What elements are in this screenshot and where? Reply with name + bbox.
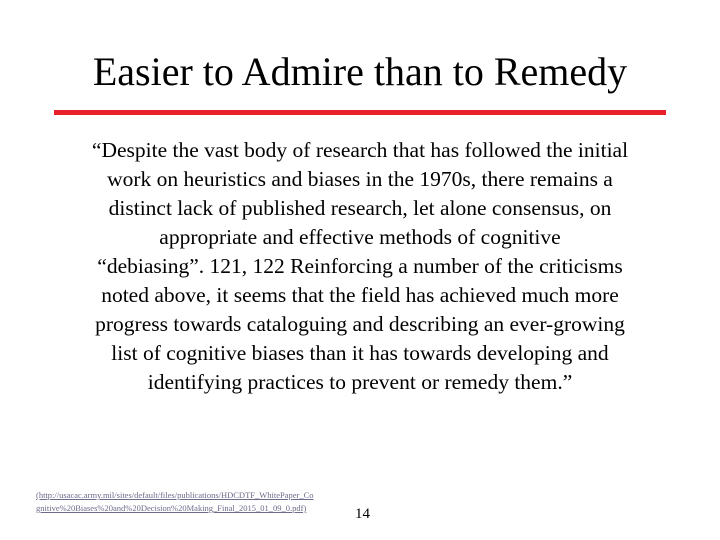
- source-link-line[interactable]: gnitive%20Biases%20and%20Decision%20Making_Final_2015_01_09_0.pdf): [36, 503, 307, 513]
- quote-line: “Despite the vast body of research that has followed the initial: [91, 138, 629, 162]
- slide-title: Easier to Admire than to Remedy: [92, 49, 628, 94]
- title-underline: [54, 110, 666, 115]
- quote-line: noted above, it seems that the field has achieved much more: [101, 283, 619, 307]
- quote-line: distinct lack of published research, let alone consensus, on: [108, 196, 612, 220]
- page-number: 14: [355, 506, 370, 522]
- quote-line: work on heuristics and biases in the 1970s, there remains a: [107, 167, 613, 191]
- quote-line: “debiasing”. 121, 122 Reinforcing a number of the criticisms: [97, 254, 623, 278]
- quote-line: identifying practices to prevent or remedy them.”: [147, 370, 573, 394]
- quote-line: appropriate and effective methods of cognitive: [159, 225, 561, 249]
- quote-line: progress towards cataloguing and describing an ever-growing: [95, 312, 625, 336]
- quote-block: [52, 136, 668, 397]
- source-link-line[interactable]: (http://usacac.army.mil/sites/default/files/publications/HDCDTF_WhitePaper_Co: [36, 490, 314, 500]
- source-link[interactable]: [36, 489, 386, 515]
- quote-line: list of cognitive biases than it has towards developing and: [111, 341, 609, 365]
